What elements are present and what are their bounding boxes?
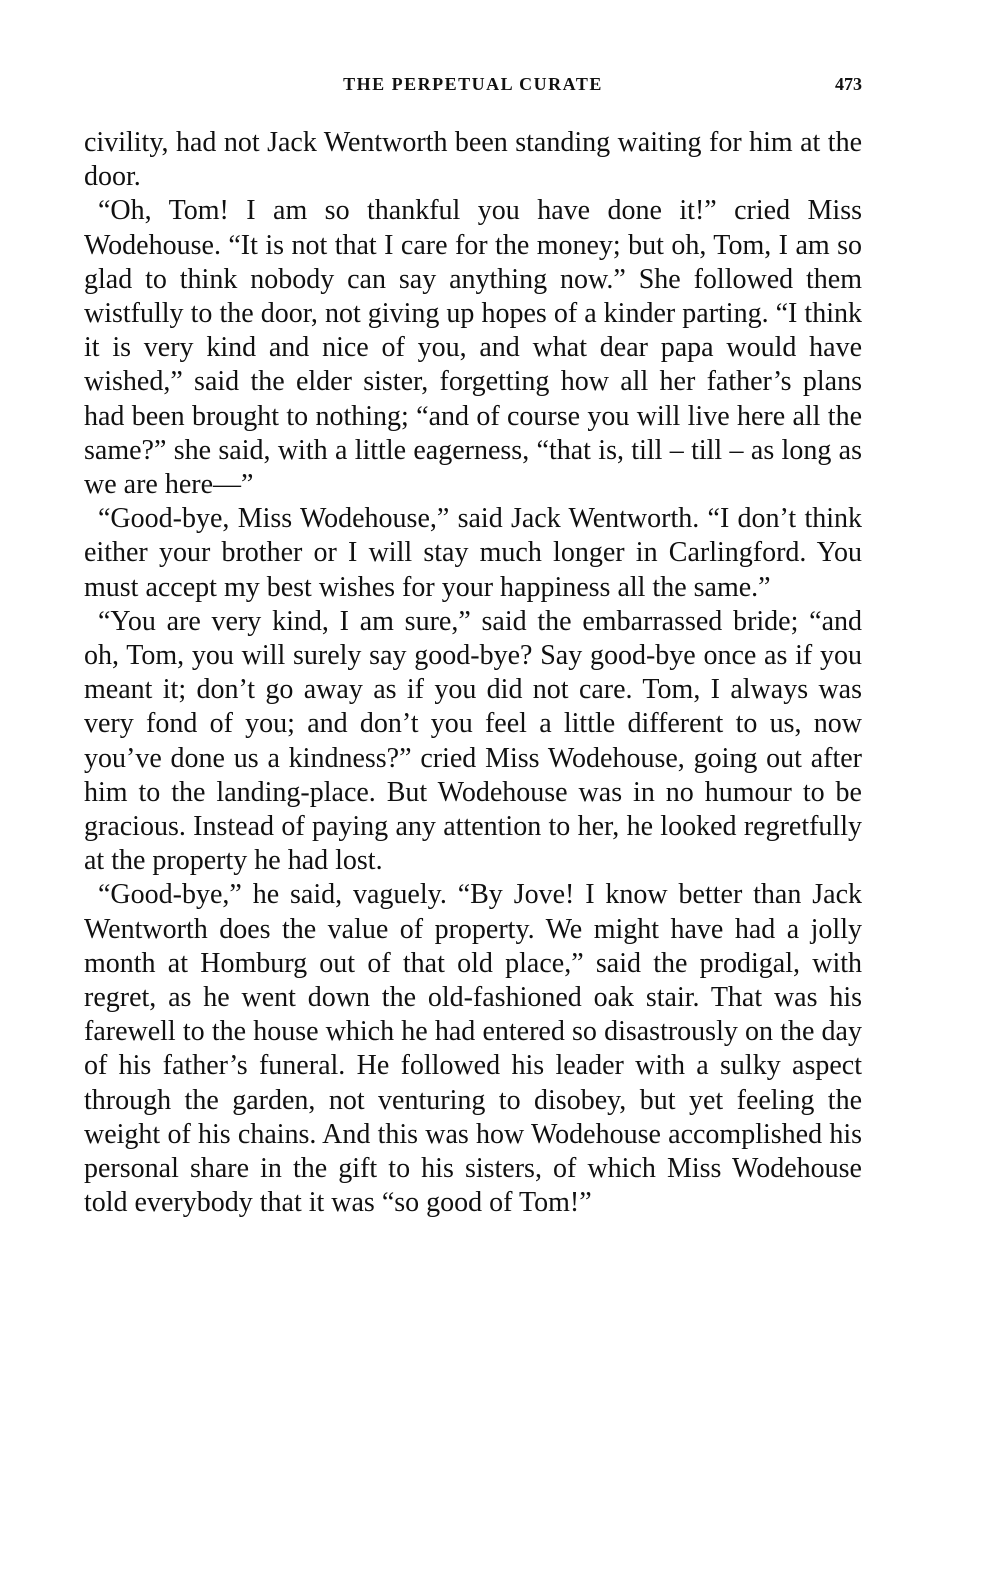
running-title: THE PERPETUAL CURATE (343, 74, 603, 94)
body-text (84, 126, 862, 1221)
running-head (84, 74, 862, 100)
paragraph: “Oh, Tom! I am so thankful you have done it!” cried Miss Wodehouse. “It is not that I care for the money; but oh, Tom, I am so glad to think nobody can say anything now.” She followed them wistfully to the door, not giving up hopes of a kinder parting. “I think it is very kind and nice of you, and what dear papa would have wished,” said the elder sister, forgetting how all her father’s plans had been brought to nothing; “and of course you will live here all the same?” she said, with a little eagerness, “that is, till – till – as long as we are here—” (84, 195, 862, 501)
paragraph: “Good-bye, Miss Wodehouse,” said Jack Wentworth. “I don’t think either your brother or I will stay much longer in Carlingford. You must accept my best wishes for your happiness all the same.” (84, 503, 862, 603)
paragraph: “Good-bye,” he said, vaguely. “By Jove! I know better than Jack Wentworth does the value of property. We might have had a jolly month at Homburg out of that old place,” said the prodigal, with regret, as he went down the old-fashioned oak stair. That was his farewell to the house which he had entered so disastrously on the day of his father’s funeral. He followed his leader with a sulky aspect through the garden, not venturing to disobey, but yet feeling the weight of his chains. And this was how Wodehouse accomplished his personal share in the gift to his sisters, of which Miss Wodehouse told everybody that it was “so good of Tom!” (84, 879, 862, 1219)
paragraph: “You are very kind, I am sure,” said the embarrassed bride; “and oh, Tom, you will surely say good-bye? Say good-bye once as if you meant it; don’t go away as if you did not care. Tom, I always was very fond of you; and don’t you feel a little different to us, now you’ve done us a kindness?” cried Miss Wodehouse, going out after him to the landing-place. But Wodehouse was in no humour to be gracious. Instead of paying any attention to her, he looked regretfully at the property he had lost. (84, 605, 862, 877)
page-number: 473 (835, 74, 862, 94)
paragraph-continued: civility, had not Jack Wentworth been standing waiting for him at the door. (84, 127, 862, 193)
